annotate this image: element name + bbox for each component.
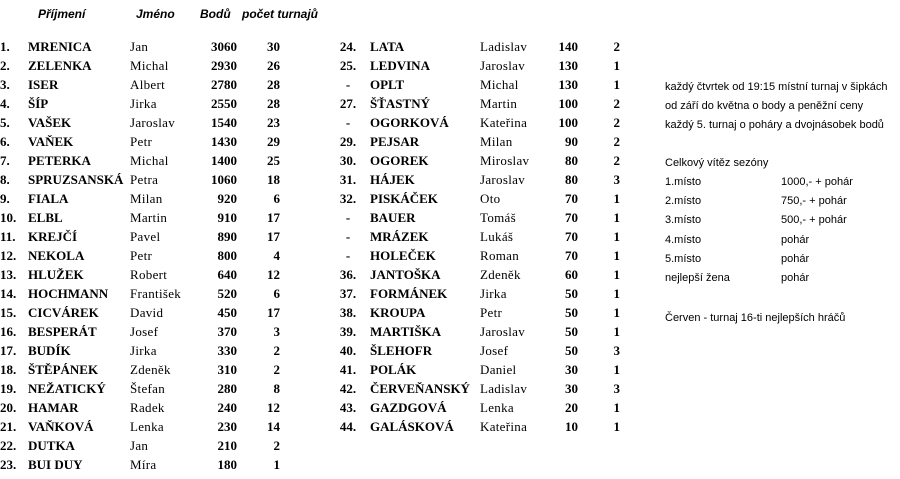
table-row: [338, 398, 628, 417]
tournaments-cell: 1: [613, 305, 620, 320]
rank-cell: 29.: [339, 134, 357, 149]
info-line-cups: každý 5. turnaj o poháry a dvojnásobek bodů: [665, 119, 884, 131]
rank-cell: 11.: [0, 229, 16, 244]
tournaments-cell: 28: [267, 96, 280, 111]
surname-cell: POLÁK: [370, 362, 417, 377]
points-cell: 70: [565, 210, 578, 225]
name-cell: Michal: [130, 153, 169, 168]
name-cell: Jirka: [130, 96, 157, 111]
table-row: [338, 265, 628, 284]
surname-cell: PISKÁČEK: [370, 191, 438, 206]
points-cell: 70: [565, 191, 578, 206]
surname-cell: ŠTĚPÁNEK: [28, 362, 99, 377]
prize-value: 500,- + pohár: [781, 214, 847, 227]
surname-cell: OGOREK: [370, 153, 429, 168]
points-cell: 10: [565, 419, 578, 434]
table-row: [0, 56, 300, 75]
points-cell: 3060: [211, 39, 237, 54]
prize-value: 1000,- + pohár: [781, 176, 853, 188]
prize-place: 3.místo: [665, 214, 702, 227]
tournaments-cell: 2: [273, 343, 280, 358]
surname-cell: ZELENKA: [28, 58, 92, 73]
name-cell: Míra: [130, 457, 157, 472]
surname-cell: VAŠEK: [28, 115, 72, 130]
rank-cell: 22.: [0, 438, 17, 453]
table-row: [338, 341, 628, 360]
tournaments-cell: 1: [613, 286, 620, 301]
table-row: [338, 379, 628, 398]
tournaments-cell: 1: [613, 400, 620, 415]
prize-place: 1.místo: [665, 176, 702, 188]
points-cell: 100: [558, 115, 578, 130]
points-cell: 1060: [211, 172, 237, 187]
tournaments-cell: 12: [267, 400, 280, 415]
tournaments-cell: 1: [613, 191, 620, 206]
surname-cell: FORMÁNEK: [370, 286, 448, 301]
surname-cell: HOLEČEK: [370, 248, 436, 263]
surname-cell: ŠLEHOFR: [370, 343, 433, 358]
rank-cell: 5.: [0, 115, 10, 130]
name-cell: Ladislav: [480, 39, 528, 54]
name-cell: David: [130, 305, 164, 320]
name-cell: Miroslav: [480, 153, 530, 168]
surname-cell: ŠŤASTNÝ: [370, 96, 430, 111]
table-row: [0, 265, 300, 284]
tournaments-cell: 3: [613, 343, 620, 358]
tournaments-cell: 1: [613, 77, 620, 92]
table-row: [0, 170, 300, 189]
points-cell: 370: [217, 324, 237, 339]
rank-cell: 13.: [0, 267, 17, 282]
june-note: Červen - turnaj 16-ti nejlepších hráčů: [665, 312, 846, 324]
name-cell: Petr: [480, 305, 503, 320]
name-cell: Jaroslav: [130, 115, 175, 130]
tournaments-cell: 8: [273, 381, 280, 396]
rank-cell: 1.: [0, 39, 10, 54]
rank-cell: 19.: [0, 381, 17, 396]
rank-cell: 4.: [0, 96, 10, 111]
table-row: [338, 227, 628, 246]
points-cell: 2550: [211, 96, 237, 111]
table-row: [0, 284, 300, 303]
surname-cell: SPRUZSANSKÁ: [28, 172, 124, 187]
rank-cell: 2.: [0, 58, 10, 73]
surname-cell: KROUPA: [370, 305, 426, 320]
prize-value: pohár: [781, 233, 810, 246]
tournaments-cell: 17: [267, 305, 280, 320]
table-row: [338, 303, 628, 322]
name-cell: Oto: [480, 191, 501, 206]
table-row: [0, 417, 300, 436]
table-row: [0, 303, 300, 322]
standings-right: [338, 37, 628, 436]
table-row: [338, 94, 628, 113]
surname-cell: ISER: [28, 77, 59, 92]
rank-cell: 41.: [339, 362, 357, 377]
rank-cell: 12.: [0, 248, 17, 263]
rank-cell: 20.: [0, 400, 17, 415]
rank-cell: 18.: [0, 362, 17, 377]
surname-cell: LATA: [370, 39, 405, 54]
header-tournaments: počet turnajů: [242, 7, 319, 21]
winner-title: Celkový vítěz sezóny: [665, 157, 769, 169]
surname-cell: ELBL: [28, 210, 63, 225]
name-cell: Martin: [480, 96, 518, 111]
table-row: [338, 360, 628, 379]
points-cell: 50: [565, 343, 578, 358]
prize-place: nejlepší žena: [665, 272, 730, 284]
points-cell: 100: [558, 96, 578, 111]
table-row: [0, 322, 300, 341]
name-cell: Jaroslav: [480, 58, 525, 73]
points-cell: 30: [565, 362, 578, 377]
tournaments-cell: 29: [267, 134, 280, 149]
tournaments-cell: 12: [267, 267, 280, 282]
table-row: [0, 151, 300, 170]
header-name: Jméno: [136, 7, 175, 21]
rank-cell: 25.: [339, 58, 357, 73]
tournaments-cell: 2: [613, 115, 620, 130]
rank-cell: 21.: [0, 419, 17, 434]
tournaments-cell: 1: [613, 419, 620, 434]
name-cell: Zdeněk: [480, 267, 521, 282]
rank-cell: 9.: [0, 191, 10, 206]
surname-cell: HOCHMANN: [28, 286, 109, 301]
rank-cell: 16.: [0, 324, 17, 339]
rank-cell: 24.: [339, 39, 357, 54]
surname-cell: MRENICA: [28, 39, 92, 54]
points-cell: 330: [217, 343, 237, 358]
table-row: [338, 246, 628, 265]
points-cell: 1540: [211, 115, 237, 130]
tournaments-cell: 25: [267, 153, 280, 168]
surname-cell: JANTOŠKA: [370, 267, 441, 282]
table-row: [0, 398, 300, 417]
tournaments-cell: 1: [613, 58, 620, 73]
points-cell: 30: [565, 381, 578, 396]
rank-cell: -: [345, 210, 351, 225]
name-cell: Ladislav: [480, 381, 528, 396]
rank-cell: 3.: [0, 77, 10, 92]
tournaments-cell: 23: [267, 115, 280, 130]
points-cell: 80: [565, 153, 578, 168]
points-cell: 280: [217, 381, 237, 396]
points-cell: 310: [217, 362, 237, 377]
surname-cell: OPLT: [370, 77, 405, 92]
points-cell: 230: [217, 419, 237, 434]
points-cell: 130: [558, 77, 578, 92]
surname-cell: ŠÍP: [28, 96, 49, 111]
surname-cell: HLUŽEK: [28, 267, 84, 282]
surname-cell: GALÁSKOVÁ: [370, 419, 454, 434]
rank-cell: 30.: [339, 153, 357, 168]
tournaments-cell: 1: [613, 324, 620, 339]
prize-value: pohár: [781, 272, 810, 284]
name-cell: Roman: [480, 248, 520, 263]
surname-cell: MRÁZEK: [370, 229, 429, 244]
info-line-season: od září do května o body a peněžní ceny: [665, 100, 864, 112]
name-cell: Jaroslav: [480, 324, 525, 339]
standings-left: [0, 37, 300, 474]
surname-cell: BAUER: [370, 210, 416, 225]
surname-cell: VAŇKOVÁ: [28, 419, 94, 434]
table-row: [338, 75, 628, 94]
name-cell: Kateřina: [480, 419, 528, 434]
points-cell: 20: [565, 400, 578, 415]
points-cell: 240: [217, 400, 237, 415]
rank-cell: 17.: [0, 343, 17, 358]
surname-cell: BUI DUY: [28, 457, 83, 472]
surname-cell: HÁJEK: [370, 172, 415, 187]
points-cell: 1400: [211, 153, 237, 168]
points-cell: 70: [565, 229, 578, 244]
name-cell: Josef: [130, 324, 159, 339]
rank-cell: 40.: [339, 343, 357, 358]
tournaments-cell: 2: [613, 153, 620, 168]
name-cell: Tomáš: [480, 210, 516, 225]
name-cell: Jirka: [480, 286, 507, 301]
tournaments-cell: 1: [613, 362, 620, 377]
name-cell: Jan: [130, 39, 149, 54]
points-cell: 50: [565, 305, 578, 320]
tournaments-cell: 2: [273, 362, 280, 377]
surname-cell: CICVÁREK: [28, 305, 99, 320]
points-cell: 90: [565, 134, 578, 149]
rank-cell: 38.: [339, 305, 357, 320]
tournaments-cell: 1: [613, 210, 620, 225]
prize-value: pohár: [781, 252, 810, 265]
name-cell: Petra: [130, 172, 159, 187]
name-cell: Petr: [130, 248, 153, 263]
tournaments-cell: 1: [613, 248, 620, 263]
rank-cell: 15.: [0, 305, 17, 320]
name-cell: Zdeněk: [130, 362, 171, 377]
tournaments-cell: 1: [273, 457, 280, 472]
points-cell: 70: [565, 248, 578, 263]
rank-cell: -: [345, 248, 351, 263]
header-points: Bodů: [200, 7, 231, 21]
tournaments-cell: 17: [267, 210, 280, 225]
name-cell: František: [130, 286, 182, 301]
tournaments-cell: 30: [267, 39, 280, 54]
table-row: [338, 132, 628, 151]
rank-cell: 23.: [0, 457, 17, 472]
points-cell: 1430: [211, 134, 237, 149]
name-cell: Daniel: [480, 362, 517, 377]
table-row: [338, 208, 628, 227]
surname-cell: PETERKA: [28, 153, 91, 168]
name-cell: Jaroslav: [480, 172, 525, 187]
points-cell: 210: [217, 438, 237, 453]
name-cell: Lenka: [130, 419, 164, 434]
table-row: [338, 56, 628, 75]
name-cell: Albert: [130, 77, 166, 92]
rank-cell: 37.: [339, 286, 357, 301]
points-cell: 60: [565, 267, 578, 282]
tournaments-cell: 6: [273, 286, 280, 301]
tournaments-cell: 28: [267, 77, 280, 92]
tournaments-cell: 4: [273, 248, 280, 263]
table-row: [0, 208, 300, 227]
rank-cell: -: [345, 77, 351, 92]
info-line-schedule: každý čtvrtek od 19:15 místní turnaj v šipkách: [665, 81, 888, 93]
points-cell: 50: [565, 286, 578, 301]
points-cell: 80: [565, 172, 578, 187]
table-row: [338, 151, 628, 170]
rank-cell: 39.: [339, 324, 357, 339]
surname-cell: DUTKA: [28, 438, 75, 453]
points-cell: 50: [565, 324, 578, 339]
points-cell: 890: [217, 229, 237, 244]
name-cell: Jirka: [130, 343, 157, 358]
name-cell: Štefan: [130, 381, 166, 396]
points-cell: 2930: [211, 58, 237, 73]
table-row: [338, 170, 628, 189]
rank-cell: 42.: [339, 381, 357, 396]
rank-cell: 27.: [339, 96, 357, 111]
surname-cell: PEJSAR: [370, 134, 420, 149]
points-cell: 450: [217, 305, 237, 320]
points-cell: 180: [217, 457, 237, 472]
rank-cell: 10.: [0, 210, 17, 225]
tournaments-cell: 14: [267, 419, 280, 434]
tournaments-cell: 2: [273, 438, 280, 453]
prize-value: 750,- + pohár: [781, 195, 847, 208]
name-cell: Lukáš: [480, 229, 514, 244]
name-cell: Milan: [480, 134, 513, 149]
rank-cell: 43.: [339, 400, 357, 415]
rank-cell: 14.: [0, 286, 17, 301]
name-cell: Martin: [130, 210, 168, 225]
table-row: [338, 284, 628, 303]
surname-cell: LEDVINA: [370, 58, 430, 73]
tournaments-cell: 26: [267, 58, 280, 73]
rank-cell: 7.: [0, 153, 10, 168]
surname-cell: OGORKOVÁ: [370, 115, 449, 130]
surname-cell: FIALA: [28, 191, 69, 206]
surname-cell: BUDÍK: [28, 343, 71, 358]
table-row: [0, 341, 300, 360]
tournaments-cell: 3: [613, 172, 620, 187]
table-row: [338, 189, 628, 208]
points-cell: 140: [558, 39, 578, 54]
surname-cell: NEKOLA: [28, 248, 85, 263]
tournaments-cell: 2: [613, 134, 620, 149]
name-cell: Pavel: [130, 229, 161, 244]
tournaments-cell: 3: [273, 324, 280, 339]
name-cell: Radek: [130, 400, 165, 415]
surname-cell: GAZDGOVÁ: [370, 400, 447, 415]
table-row: [0, 189, 300, 208]
header-surname: Příjmení: [38, 7, 86, 21]
tournaments-cell: 2: [613, 96, 620, 111]
tournaments-cell: 6: [273, 191, 280, 206]
table-row: [0, 379, 300, 398]
name-cell: Milan: [130, 191, 163, 206]
tournaments-cell: 1: [613, 229, 620, 244]
rank-cell: 6.: [0, 134, 10, 149]
table-row: [338, 37, 628, 56]
name-cell: Kateřina: [480, 115, 528, 130]
table-row: [338, 417, 628, 436]
table-row: [0, 132, 300, 151]
points-cell: 920: [217, 191, 237, 206]
tournaments-cell: 17: [267, 229, 280, 244]
tournaments-cell: 18: [267, 172, 280, 187]
surname-cell: KREJČÍ: [28, 229, 78, 244]
tournaments-cell: 2: [613, 39, 620, 54]
rank-cell: 36.: [339, 267, 357, 282]
name-cell: Josef: [480, 343, 509, 358]
table-row: [0, 37, 300, 56]
name-cell: Petr: [130, 134, 153, 149]
rank-cell: 44.: [339, 419, 357, 434]
surname-cell: ČERVEŇANSKÝ: [370, 381, 470, 396]
points-cell: 910: [217, 210, 237, 225]
rank-cell: -: [345, 115, 351, 130]
rank-cell: 31.: [339, 172, 357, 187]
points-cell: 130: [558, 58, 578, 73]
table-row: [0, 455, 300, 474]
table-row: [338, 113, 628, 132]
points-cell: 640: [217, 267, 237, 282]
name-cell: Michal: [480, 77, 519, 92]
tournaments-cell: 1: [613, 267, 620, 282]
name-cell: Lenka: [480, 400, 514, 415]
table-row: [0, 94, 300, 113]
surname-cell: VAŇEK: [28, 134, 74, 149]
surname-cell: MARTIŠKA: [370, 324, 442, 339]
name-cell: Michal: [130, 58, 169, 73]
name-cell: Jan: [130, 438, 149, 453]
table-row: [0, 436, 300, 455]
prize-place: 2.místo: [665, 195, 702, 208]
rank-cell: -: [345, 229, 351, 244]
surname-cell: HAMAR: [28, 400, 79, 415]
points-cell: 2780: [211, 77, 237, 92]
table-row: [0, 75, 300, 94]
rank-cell: 8.: [0, 172, 10, 187]
table-row: [0, 113, 300, 132]
points-cell: 800: [217, 248, 237, 263]
name-cell: Robert: [130, 267, 168, 282]
points-cell: 520: [217, 286, 237, 301]
surname-cell: BESPERÁT: [28, 324, 97, 339]
tournaments-cell: 3: [613, 381, 620, 396]
table-row: [0, 227, 300, 246]
table-row: [0, 246, 300, 265]
prize-place: 4.místo: [665, 233, 702, 246]
table-row: [0, 360, 300, 379]
surname-cell: NEŽATICKÝ: [28, 381, 106, 396]
table-row: [338, 322, 628, 341]
prize-place: 5.místo: [665, 252, 702, 265]
rank-cell: 32.: [339, 191, 357, 206]
